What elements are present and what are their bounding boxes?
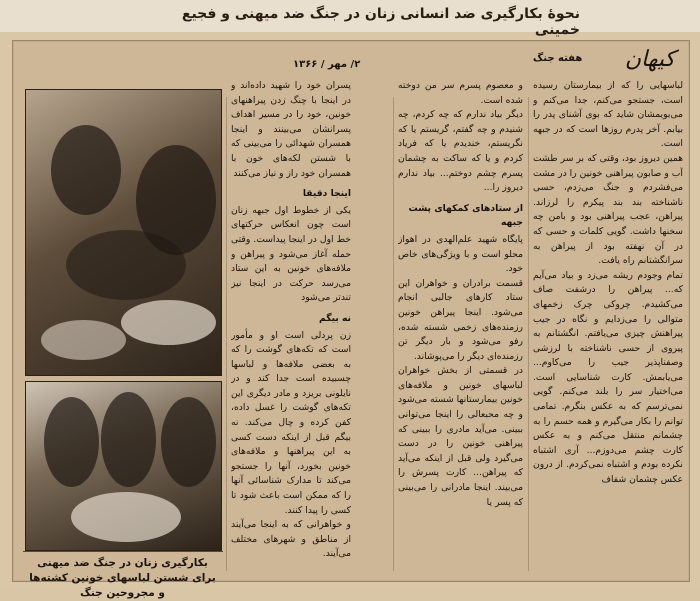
newspaper-clipping	[12, 40, 690, 599]
photo-caption: بکارگیری زنان در جنگ ضد میهنی برای شستن لباسهای خونین کشته‌ها و مجروحین جنگ	[29, 557, 216, 599]
paragraph: پایگاه شهید علم‌الهدی در اهواز محلو است و با ویژگی‌های خاص خود.	[398, 233, 523, 275]
column-rule	[226, 97, 227, 571]
subheading: نه بیگم	[319, 312, 351, 324]
paragraph: زن پردلی است او و مأمور است که تکه‌های گوشت را که به بعضی ملافه‌ها و لباسها چسبیده است جدا کند و در نایلونی بریزد و مادر دیگری این تکه‌های گوشت را غسل داده، کفن کرده و چال می‌کند. نه بیگم قبل از اینکه دست کسی به این پیراهنها و ملافه‌های خونین بخورد، آنها را جستجو می‌کند تا مدارک شناسائی آنها را که ممکن است باعث شود تا کسی را پیدا کنند.	[231, 329, 351, 516]
paragraph: و خواهرانی که به اینجا می‌آیند از مناطق و شهرهای مختلف می‌آیند.	[231, 519, 351, 560]
photo-women-washing-top	[25, 89, 222, 376]
article-column-2	[398, 79, 523, 574]
article-column-3	[231, 79, 351, 574]
paragraph: قسمت برادران و خواهران این ستاد کارهای جالبی انجام می‌شود. اینجا پیراهن خونین رزمنده‌های زخمی شسته شده، رفو می‌شود و بار دیگر تن رزمنده‌ای دیگر را می‌پوشاند.	[398, 277, 523, 362]
paragraph: و معصوم پسرم سر من دوخته شده است.	[398, 80, 523, 106]
masthead	[533, 47, 683, 73]
subheading: از ستادهای کمکهای پشت جبهه	[408, 202, 523, 229]
subheading: اینجا دقیقا	[302, 188, 351, 200]
issue-date: ۲/ مهر / ۱۳۶۶	[293, 59, 361, 70]
column-rule	[528, 97, 529, 571]
top-bar	[0, 0, 700, 38]
paragraph: یکی از خطوط اول جبهه زنان است چون انعکاس حرکتهای خط اول در اینجا پیداست. وقتی حمله آغاز می‌شود و پیراهن و ملافه‌های خونین به این ستاد می‌رسد حرکت در اینجا نیز تندتر می‌شود	[231, 204, 351, 304]
paragraph: در قسمتی از بخش خواهران لباسهای خونین و ملافه‌های خونین بیمارستانها شسته می‌شود و چه محبعالی را اینجا می‌توانی ببینی. می‌آید مادری را ببینی که پیراهنی خونین را در دست می‌گیرد ولی قبل از اینکه می‌آید که پیراهن... کارت پسرش را می‌بیند. اینجا مادرانی را می‌بینی که پسر یا	[398, 365, 523, 508]
headline: نحوهٔ بکارگیری ضد انسانی زنان در جنگ ضد میهنی و فجیع خمینی	[181, 6, 580, 38]
paragraph: دیگر بیاد ندارم که چه کردم، چه شنیدم و چه گفتم، گریستم یا که نگریستم، خندیدم یا که فریاد کردم و یا که ساکت به چشمان پسرم چشم دوختم... بیاد ندارم دیروز را...	[398, 109, 523, 194]
divider	[23, 551, 223, 552]
paragraph: همین دیروز بود، وقتی که بر سر طشت آب و صابون پیراهنی خونین را در مشت می‌فشردم و جنگ می‌زدم، حسی ناشناخته بند بند پیکرم را لرزاند. پیراهن، عجب پیراهنی بود و بامن چه سخنها داشت. گویی کلمات و حسی که در آن نهفته بود از پیراهن به سرانگشتانم راه یافت.	[533, 152, 683, 267]
paragraph: تمام وجودم ریشه می‌زد و بیاد می‌آیم که... پیراهن را درشفت صاف می‌کشیدم. چروکی چرک زخمهای متوالی را می‌زدایم و نگاه در جیب پیراهنش چیزی می‌یافتم. انگشتانم به پیروی از حسی ناشناخته با لرزشی وصفناپذیر جیب را می‌کاوم... می‌یابمش. کارت شناسایی است. می‌اختیار سر را بلند می‌کنم. گویی نمی‌ترسم که به عکس بنگرم. تمامی توانم را بکار می‌گیرم و همه حسم را به چشمانم منتقل می‌کنم و به عکس کارت چشم می‌دوزم... آری اشتباه نکرده بودم و اشتباه نمی‌کردم. از درون عکس چشمان شفاف	[533, 269, 683, 486]
photo-women-washing-bottom	[25, 381, 222, 551]
column-rule	[393, 97, 394, 571]
paragraph: لباسهایی را که از بیمارستان رسیده است، جستجو می‌کنم، جدا می‌کنم و می‌بویمشان شاید که بوی آشنای پدر را بیابم. آخر پدرم روزها است که در جبهه است.	[533, 80, 683, 150]
week-label: هفته جنگ	[533, 53, 583, 64]
newspaper-logo: کیهان	[624, 47, 675, 72]
paragraph: پسران خود را شهید داده‌اند و در اینجا با چنگ زدن پیراهنهای خونین، خود را در مسیر اهداف پسرانشان می‌بینند و اینجا همسران شهدائی را می‌بینی که با شستن لکه‌های خون با همسران خود راز و نیاز می‌کنند	[231, 80, 351, 179]
article-column-1	[533, 79, 683, 574]
